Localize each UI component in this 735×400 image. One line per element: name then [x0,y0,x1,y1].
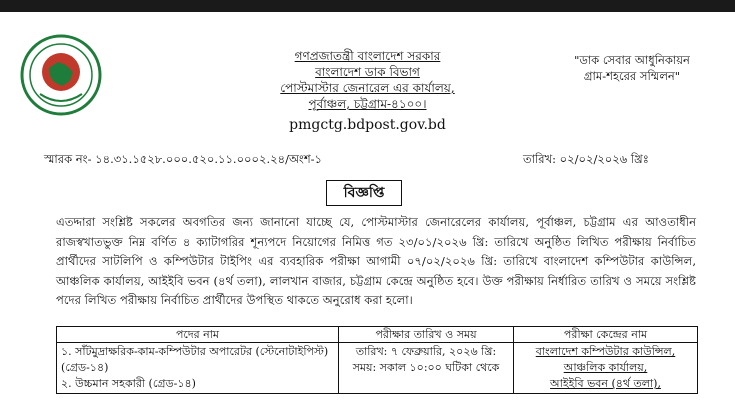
header-exam-center: পরীক্ষা কেন্দ্রের নাম [514,327,698,343]
header-exam-date-time: পরীক্ষার তারিখ ও সময় [339,327,514,343]
center-line-3: আইইবি ভবন (৪র্থ তলা), [550,377,661,390]
slogan-line-1: "ডাক সেবার আধুনিকায়ন [574,53,690,67]
memo-date: তারিখ: ০২/০২/২০২৬ খ্রিঃ [523,152,649,166]
notice-body: এতদ্দারা সংশ্লিষ্ট সকলের অবগতির জন্য জানানো যাচ্ছে যে, পোস্টমাস্টার জেনারেলের কার্যালয়, পূর্বাঞ্চল, চট্টগ্রাম এর আওতাধীন রাজস্বখাতভুক্ত নিম্ন বর্ণিত ৪ ক্যাটাগরির শূন্যপদে নিয়োগের নিমিত্ত গত ২৩/০১/২০২৬ খ্রি: তারিখে অনুষ্ঠিত লিখিত পরীক্ষায় নির্বাচিত প্রার্থীদের সাটলিপি ও কম্পিউটার টাইপিং এর ব্যবহারিক পরীক্ষা আগামী ০৭/০২/২০২৬ খ্রি: তারিখে বাংলাদেশ কম্পিউটার কাউন্সিল, আঞ্চলিক কার্যালয়, আইইবি ভবন (৪র্থ তলা), লালখান বাজার, চট্টগ্রাম কেন্দ্রে অনুষ্ঠিত হবে। উক্ত পরীক্ষায় নির্ধারিত তারিখ ও সময়ে সংশ্লিষ্ট পদের লিখিত পরীক্ষায় নির্বাচিত প্রার্থীদের উপস্থিত থাকতে অনুরোধ করা হলো। [56,215,696,307]
memo-number: স্মারক নং- ১৪.৩১.১৫২৮.০০০.৫২০.১১.০০০২.২৪/অংশ-১ [44,152,323,166]
center-line-2: আঞ্চলিক কার্যালয়, [563,361,648,374]
government-line: গণপ্রজাতন্ত্রী বাংলাদেশ সরকার [294,49,441,63]
website-text: pmgctg.bdpost.gov.bd [289,117,446,133]
exam-schedule-table [56,326,698,394]
exam-time: সময়: সকাল ১০:০০ ঘটিকা থেকে [352,361,500,374]
post-item-1: ১. সাঁটমুদ্রাক্ষরিক-কাম-কম্পিউটার অপারেটর (স্টেনোটাইপিস্ট) [61,345,329,358]
scan-border [0,0,735,12]
table-header-row [57,327,698,343]
center-line-1: বাংলাদেশ কম্পিউটার কাউন্সিল, [535,345,676,358]
slogan-line-2: গ্রাম-শহরের সম্মিলন" [583,69,681,83]
slogan [548,52,716,84]
office-header [230,48,505,136]
department-line: বাংলাদেশ ডাক বিভাগ [315,65,420,79]
region-line: পূর্বাঞ্চল, চট্টগ্রাম-৪১০০। [308,97,427,111]
exam-center-cell [514,343,698,394]
post-item-1-grade: (গ্রেড-১৪) [61,361,109,374]
post-item-2: ২. উচ্চমান সহকারী (গ্রেড-১৪) [61,377,196,390]
government-seal-logo [20,34,102,116]
table-row [57,343,698,394]
office-line: পোস্টমাস্টার জেনারেল এর কার্যালয়, [280,81,455,95]
header-post-name: পদের নাম [57,327,339,343]
exam-date: তারিখ: ৭ ফেব্রুয়ারি, ২০২৬ খ্রি: [355,345,497,358]
notice-title: বিজ্ঞপ্তি [326,180,402,206]
exam-date-cell [339,343,514,394]
post-names-cell [57,343,339,394]
